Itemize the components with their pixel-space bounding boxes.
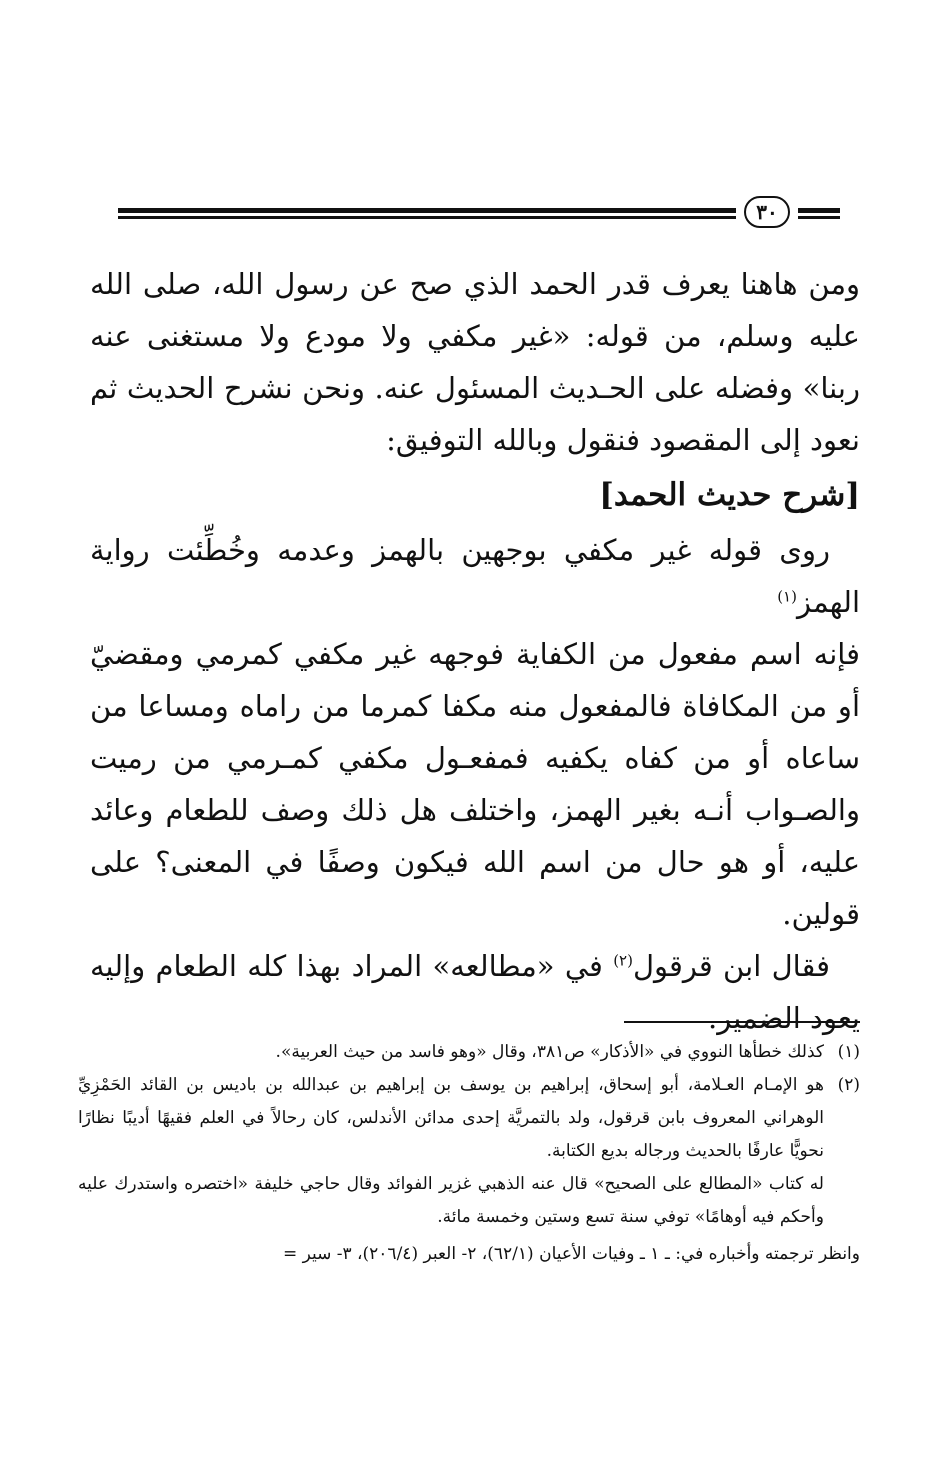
paragraph-ibn-qurqul-end: في «مطالعه» المراد بهذا كله الطعام وإليه يعود الضمير.: [90, 949, 860, 1035]
page-number: ٣٠: [744, 196, 790, 228]
paragraph-narration-text: روى قوله غير مكفي بوجهين بالهمز وعدمه وخُطِّئت رواية الهمز: [90, 533, 860, 619]
footnote-separator: [624, 1021, 860, 1023]
section-heading: [شرح حديث الحمد]: [599, 477, 860, 513]
page-header: [118, 196, 840, 236]
footnote-2-sources: وانظر ترجمته وأخباره في: ـ ١ ـ وفيات الأعيان (٦٢/١)، ٢- العبر (٢٠٦/٤)، ٣- سير =: [282, 1244, 860, 1264]
footnote-2-number: (٢): [837, 1075, 860, 1095]
footnote-2-biography: هو الإمـام العـلامة، أبو إسحاق، إبراهيم بن يوسف بن إبراهيم بن عبدالله بن باديس بن القائد الحَمْزِيِّ الوهراني المعروف بابن قرقول، ولد بالتمريَّة إحدى مدائن الأندلس، كان رحالاً في العلم فقيهًا أديبًا نظارًا نحويًّا عارفًا بالحديث ورجاله بديع الكتابة.: [78, 1075, 824, 1161]
footnote-2-book: له كتاب «المطالع على الصحيح» قال عنه الذهبي غزير الفوائد وقال حاجي خليفة «اختصره واستدرك عليه وأحكم فيه أوهامًا» توفي سنة تسع وستين وخمسة مائة.: [78, 1174, 824, 1227]
paragraph-explanation: فإنه اسم مفعول من الكفاية فوجهه غير مكفي كمرمي ومقضيّ أو من المكافاة فالمفعول منه مكفا كمرما من راماه ومساعا من ساعاه أو من كفاه يكفيه فمفعـول مكفي كمـرمي من رميت والصـواب أنـه بغير الهمز، واختلف هل ذلك وصف للطعام وعائد عليه، أو هو حال من اسم الله فيكون وصفًا في المعنى؟ على قولين.: [90, 637, 860, 931]
footnote-ref-2[interactable]: (٢): [613, 951, 633, 970]
footnote-ref-1[interactable]: (١): [777, 587, 797, 606]
footnote-2-body: [78, 1069, 824, 1234]
footnotes: [78, 1036, 860, 1271]
footnote-1: [78, 1036, 860, 1069]
footnote-1-number: (١): [837, 1042, 860, 1062]
header-rule-left: [118, 208, 736, 219]
paragraph-ibn-qurqul: [90, 940, 860, 1044]
paragraph-ibn-qurqul-start: فقال ابن قرقول: [632, 949, 831, 983]
main-text: [90, 258, 860, 1044]
header-rule-right: [798, 208, 840, 219]
footnote-1-text: كذلك خطأها النووي في «الأذكار» ص٣٨١، وقال «وهو فاسد من حيث العربية».: [275, 1042, 824, 1062]
footnote-2: [78, 1069, 860, 1234]
paragraph-narration: [90, 524, 860, 628]
paragraph-intro: ومن هاهنا يعرف قدر الحمد الذي صح عن رسول الله، صلى الله عليه وسلم، من قوله: «غير مكفي ولا مودع ولا مستغنى عنه ربنا» وفضله على الحـديث المسئول عنه. ونحن نشرح الحديث ثم نعود إلى المقصود فنقول وبالله التوفيق:: [90, 267, 860, 457]
